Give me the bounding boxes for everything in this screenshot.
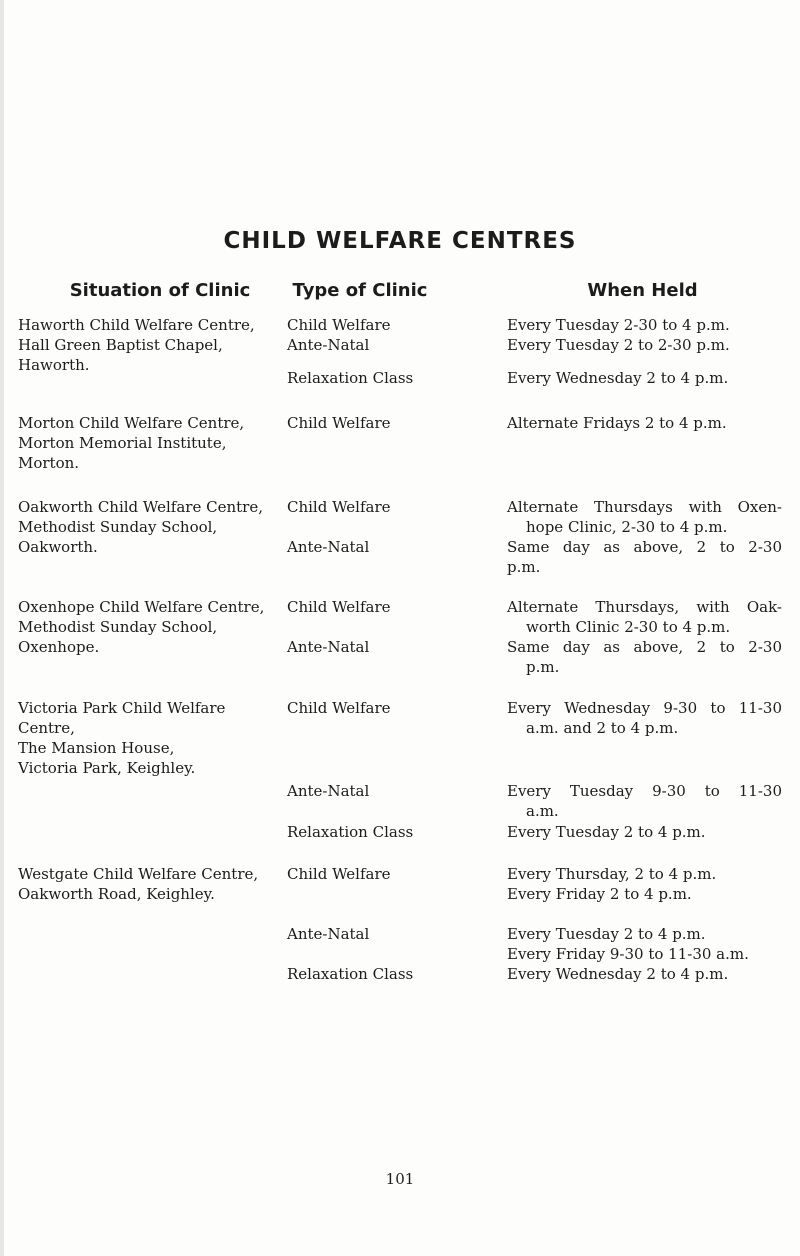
situation-line: Methodist Sunday School, <box>18 518 218 536</box>
page-title: CHILD WELFARE CENTRES <box>223 228 577 254</box>
header-type: Type of Clinic <box>292 280 428 301</box>
when-held: Every Wednesday 2 to 4 p.m. <box>507 965 729 983</box>
situation-line: Oxenhope Child Welfare Centre, <box>18 598 265 616</box>
situation-line: Morton Child Welfare Centre, <box>18 414 245 432</box>
situation-line: Haworth. <box>18 356 90 374</box>
when-held: a.m. <box>526 802 559 820</box>
clinic-type: Ante-Natal <box>287 782 370 800</box>
when-held: Every Tuesday 2-30 to 4 p.m. <box>507 316 730 334</box>
situation-line: Methodist Sunday School, <box>18 618 218 636</box>
clinic-type: Ante-Natal <box>287 925 370 943</box>
situation-line: Westgate Child Welfare Centre, <box>18 865 259 883</box>
clinic-type: Relaxation Class <box>287 823 414 841</box>
clinic-type: Child Welfare <box>287 498 391 516</box>
situation-line: The Mansion House, <box>18 739 175 757</box>
situation-line: Haworth Child Welfare Centre, <box>18 316 255 334</box>
situation-line: Morton. <box>18 454 80 472</box>
when-held: Every Thursday, 2 to 4 p.m. <box>507 865 717 883</box>
clinic-type: Ante-Natal <box>287 336 370 354</box>
situation-line: Oakworth Road, Keighley. <box>18 885 215 903</box>
when-held: worth Clinic 2-30 to 4 p.m. <box>526 618 731 636</box>
when-held: Every Tuesday 2 to 2-30 p.m. <box>507 336 730 354</box>
situation-line: Oxenhope. <box>18 638 100 656</box>
when-held: Alternate Thursdays, with Oak- <box>507 598 782 616</box>
situation-line: Oakworth Child Welfare Centre, <box>18 498 263 516</box>
page-number: 101 <box>385 1170 415 1188</box>
clinic-type: Child Welfare <box>287 316 391 334</box>
clinic-type: Child Welfare <box>287 699 391 717</box>
clinic-type: Child Welfare <box>287 865 391 883</box>
situation-line: Victoria Park, Keighley. <box>18 759 196 777</box>
when-held: p.m. <box>526 658 560 676</box>
when-held: Every Wednesday 9-30 to 11-30 <box>507 699 782 717</box>
clinic-type: Child Welfare <box>287 598 391 616</box>
clinic-type: Relaxation Class <box>287 369 414 387</box>
binding-edge <box>0 0 4 1256</box>
when-held: p.m. <box>507 558 541 576</box>
when-held: Every Wednesday 2 to 4 p.m. <box>507 369 729 387</box>
situation-line: Victoria Park Child Welfare <box>18 699 226 717</box>
clinic-type: Relaxation Class <box>287 965 414 983</box>
situation-line: Morton Memorial Institute, <box>18 434 227 452</box>
clinic-type: Child Welfare <box>287 414 391 432</box>
situation-line: Oakworth. <box>18 538 98 556</box>
when-held: a.m. and 2 to 4 p.m. <box>526 719 679 737</box>
when-held: Every Tuesday 2 to 4 p.m. <box>507 823 706 841</box>
when-held: Same day as above, 2 to 2-30 <box>507 538 782 556</box>
when-held: Alternate Thursdays with Oxen- <box>507 498 782 516</box>
clinic-type: Ante-Natal <box>287 638 370 656</box>
when-held: Every Friday 9-30 to 11-30 a.m. <box>507 945 749 963</box>
when-held: Alternate Fridays 2 to 4 p.m. <box>507 414 727 432</box>
when-held: hope Clinic, 2-30 to 4 p.m. <box>526 518 728 536</box>
when-held: Every Friday 2 to 4 p.m. <box>507 885 692 903</box>
situation-line: Centre, <box>18 719 75 737</box>
situation-line: Hall Green Baptist Chapel, <box>18 336 223 354</box>
when-held: Same day as above, 2 to 2-30 <box>507 638 782 656</box>
header-when: When Held <box>587 280 698 301</box>
header-situation: Situation of Clinic <box>69 280 251 301</box>
when-held: Every Tuesday 2 to 4 p.m. <box>507 925 706 943</box>
when-held: Every Tuesday 9-30 to 11-30 <box>507 782 782 800</box>
clinic-type: Ante-Natal <box>287 538 370 556</box>
